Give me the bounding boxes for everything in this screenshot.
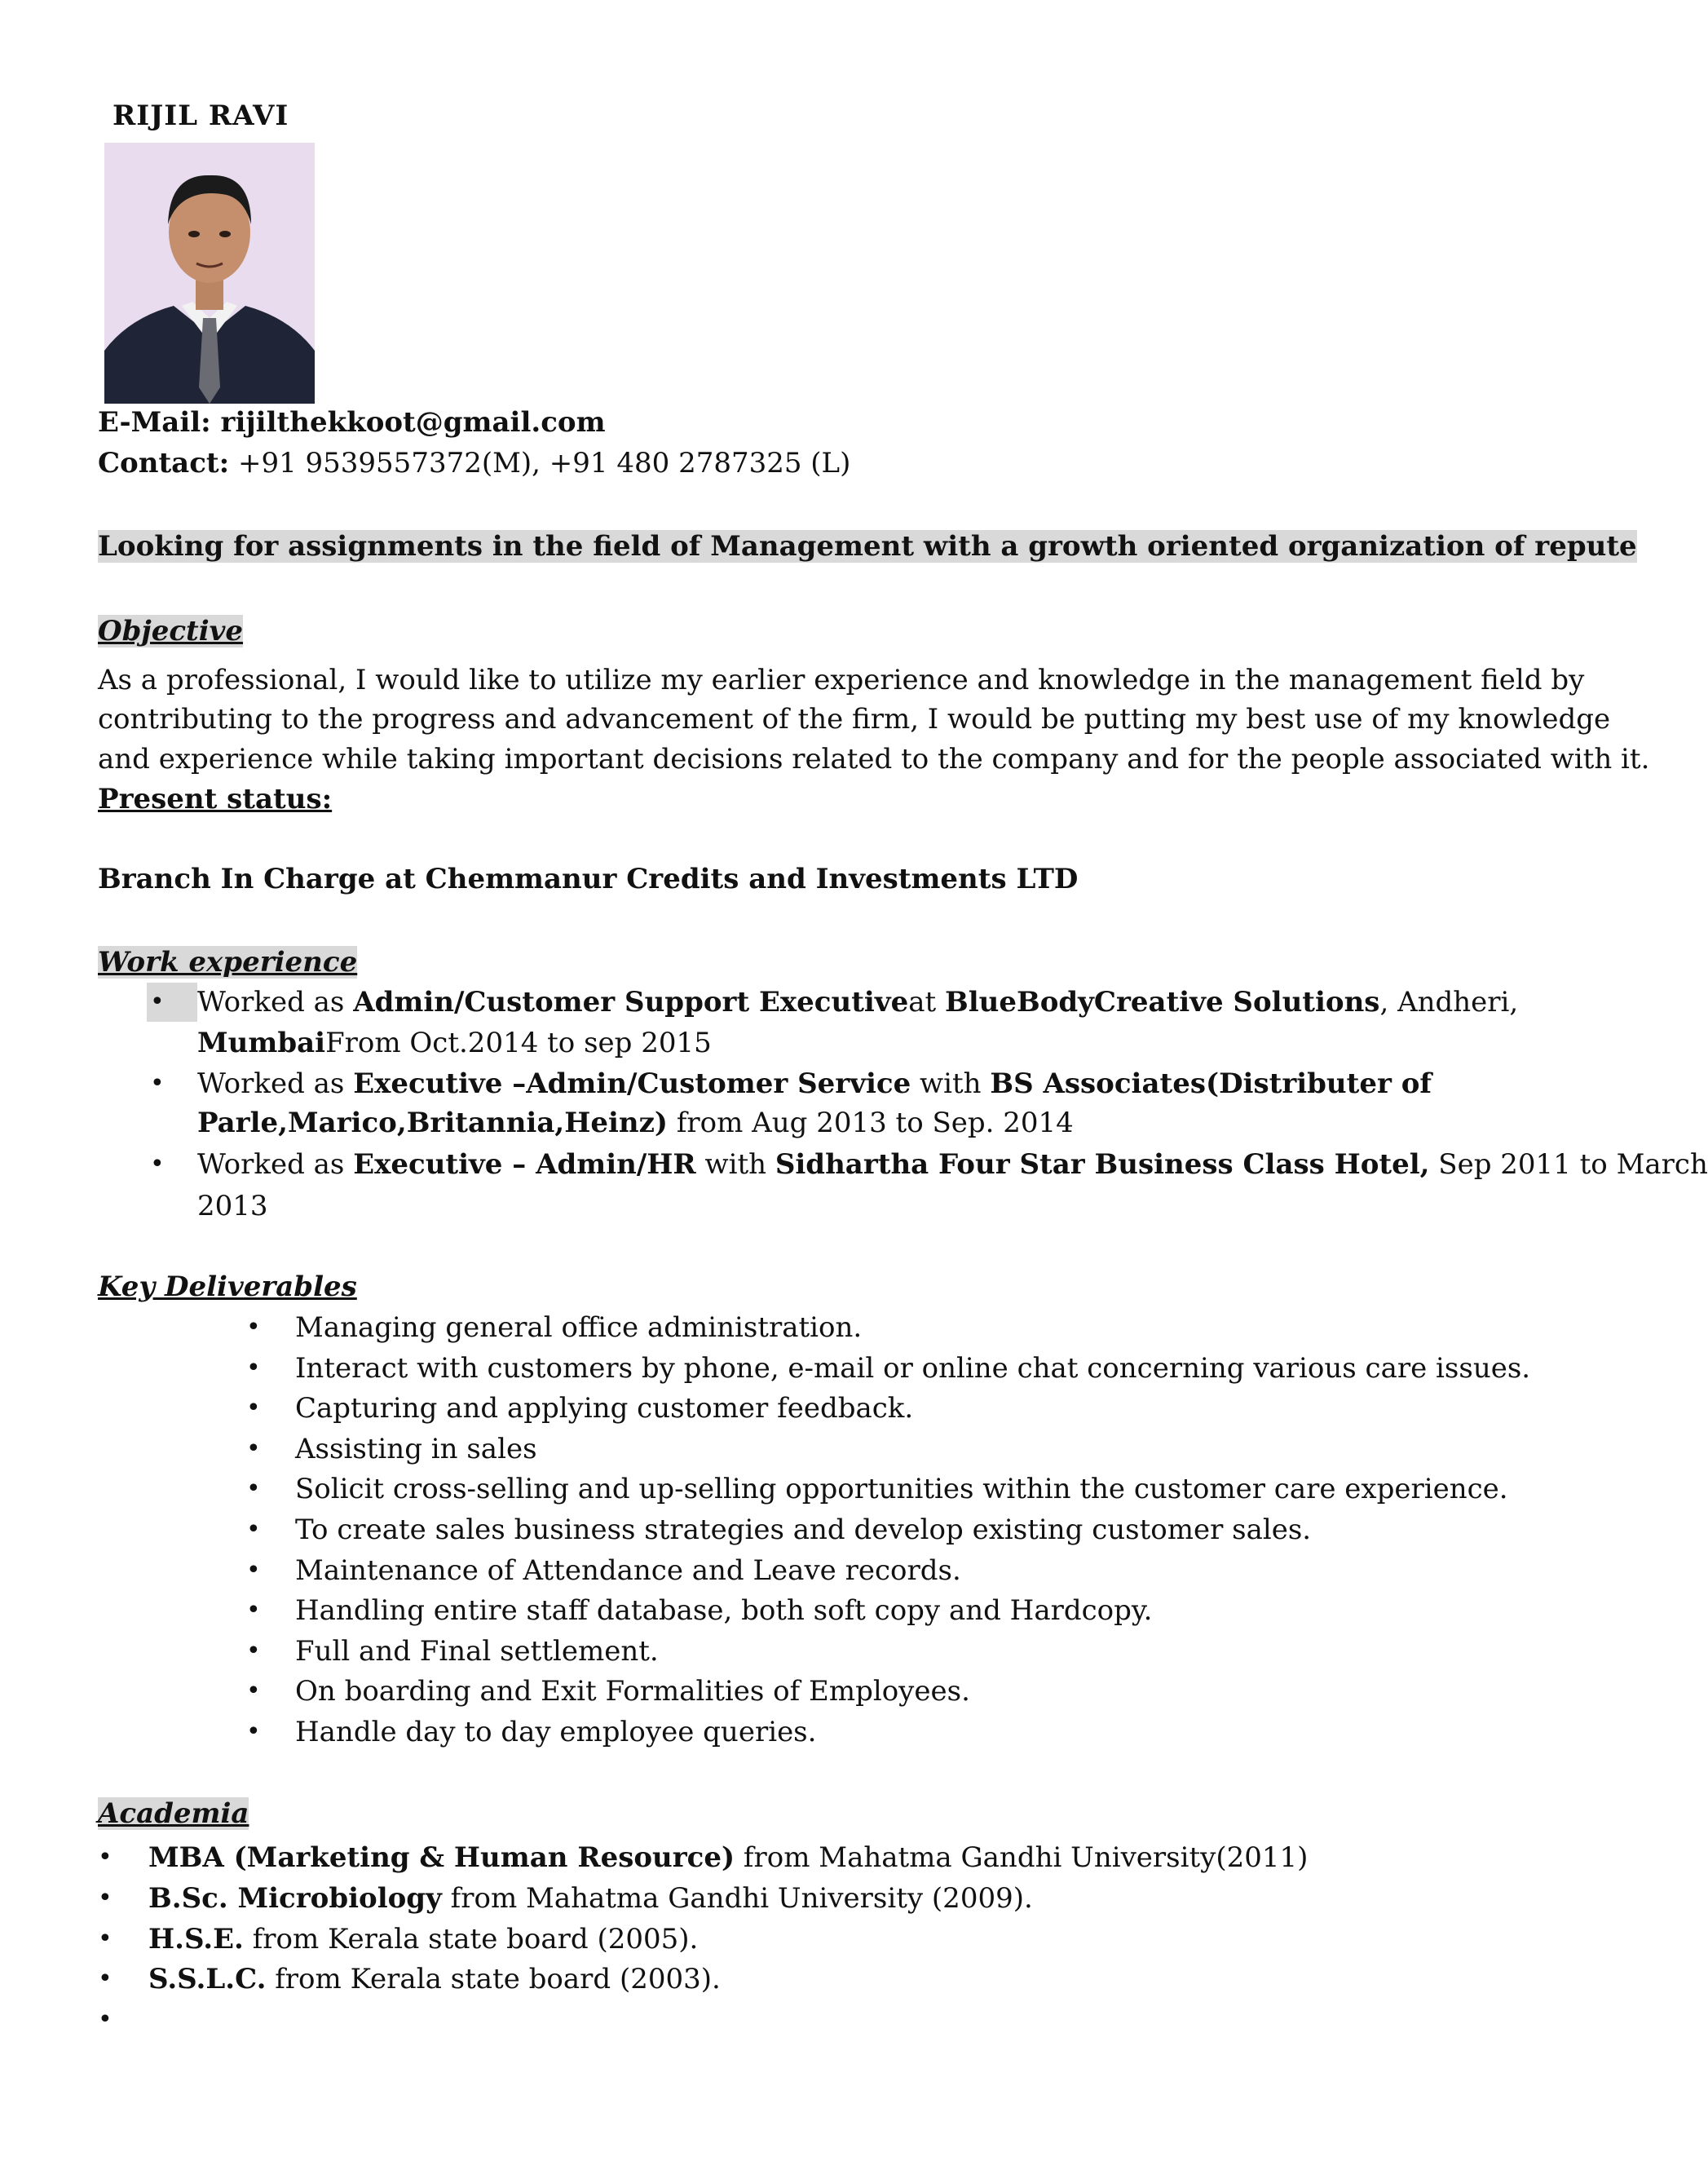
work-company: BlueBodyCreative Solutions [944,986,1380,1019]
work-dates: Sep 2011 to March [1429,1148,1708,1181]
academia-item [148,1960,721,1999]
work-text: Worked as [197,1067,354,1100]
present-status-heading [98,780,332,819]
bullet-icon: • [98,1884,113,1912]
email-label: E-Mail: [98,406,211,439]
degree: H.S.E. [148,1923,244,1956]
deliverable-item: Handling entire staff database, both soft copy and Hardcopy. [295,1594,1153,1627]
work-location: Mumbai [197,1027,326,1059]
work-item-line: 2013 [197,1190,268,1222]
work-item-line [197,1103,1074,1142]
institution: from Kerala state board (2003). [266,1963,721,1995]
academia-heading-text: Academia [98,1797,249,1830]
contact-label: Contact: [98,447,230,479]
deliverable-item: Interact with customers by phone, e-mail or online chat concerning various care issues. [295,1352,1531,1385]
institution: from Kerala state board (2005). [243,1923,699,1956]
institution: from Mahatma Gandhi University (2009). [441,1882,1033,1915]
bullet-icon: • [98,1843,113,1872]
objective-heading-text: Objective [98,615,244,647]
deliverable-item: Full and Final settlement. [295,1635,659,1668]
bullet-icon: • [150,1150,165,1178]
objective-line: and experience while taking important decisions related to the company and for the people associated with it. [98,743,1650,776]
work-role: Executive – Admin/HR [353,1148,696,1181]
bullet-icon: • [246,1474,261,1503]
work-text: Worked as [197,986,354,1019]
academia-item [148,1879,1033,1918]
present-status-value: Branch In Charge at Chemmanur Credits and Investments LTD [98,863,1079,895]
objective-heading [98,612,243,651]
objective-line: As a professional, I would like to utilize my earlier experience and knowledge in the management field by [98,664,1585,696]
academia-item [148,1920,698,1959]
headline-text: Looking for assignments in the field of Management with a growth oriented organization of repute [98,530,1637,563]
work-dates: From Oct.2014 to sep 2015 [325,1027,712,1059]
bullet-icon: • [246,1556,261,1584]
bullet-icon: • [246,1515,261,1544]
work-text: with [695,1148,775,1181]
deliverable-item: Assisting in sales [295,1433,537,1465]
work-role: Executive –Admin/Customer Service [353,1067,911,1100]
work-dates: from Aug 2013 to Sep. 2014 [668,1107,1074,1139]
work-heading-text: Work experience [98,946,358,979]
work-company: Parle,Marico,Britannia,Heinz) [197,1107,669,1139]
deliverables-heading [98,1267,357,1306]
academia-heading [98,1794,249,1833]
profile-photo [104,143,315,404]
institution: from Mahatma Gandhi University(2011) [735,1841,1309,1874]
work-item-line [197,983,1518,1022]
deliverable-item: Maintenance of Attendance and Leave records. [295,1554,961,1587]
contact-line [98,444,850,483]
degree: B.Sc. Microbiology [148,1882,442,1915]
bullet-icon: • [246,1717,261,1746]
bullet-icon: • [246,1394,261,1422]
portrait-illustration [104,143,315,404]
bullet-icon: • [98,1964,113,1993]
present-status-heading-text: Present status: [98,783,333,815]
bullet-icon: • [246,1354,261,1382]
deliverables-heading-text: Key Deliverables [98,1271,357,1303]
work-text: at [908,986,945,1019]
bullet-icon: • [147,983,197,1022]
bullet-icon: • [246,1637,261,1665]
email-value: rijilthekkoot@gmail.com [210,406,606,439]
objective-line: contributing to the progress and advancement of the firm, I would be putting my best use of my knowledge [98,703,1611,736]
deliverable-item: Managing general office administration. [295,1311,863,1344]
degree: MBA (Marketing & Human Resource) [148,1841,735,1874]
candidate-name: RIJIL RAVI [113,99,289,132]
degree: S.S.L.C. [148,1963,267,1995]
work-text: Worked as [197,1148,354,1181]
deliverable-item: Capturing and applying customer feedback. [295,1392,914,1425]
bullet-icon: • [150,1069,165,1098]
deliverable-item: Handle day to day employee queries. [295,1716,817,1748]
bullet-icon: • [246,1677,261,1705]
academia-item [148,1838,1308,1877]
email-line [98,403,606,442]
work-text: with [911,1067,991,1100]
work-company: BS Associates(Distributer of [990,1067,1432,1100]
bullet-icon: • [246,1434,261,1463]
work-company: Sidhartha Four Star Business Class Hotel, [775,1148,1430,1181]
bullet-icon: • [246,1313,261,1341]
work-role: Admin/Customer Support Executive [353,986,909,1019]
bullet-icon: • [98,2005,113,2034]
work-item-line [197,1064,1432,1103]
deliverable-item: Solicit cross-selling and up-selling opportunities within the customer care experience. [295,1473,1508,1505]
bullet-icon: • [98,1925,113,1953]
contact-value: +91 9539557372(M), +91 480 2787325 (L) [229,447,851,479]
deliverable-item: On boarding and Exit Formalities of Employees. [295,1675,970,1708]
headline [98,527,1637,566]
work-item-line [197,1023,712,1063]
work-item-line [197,1145,1708,1184]
work-text: , Andheri, [1379,986,1519,1019]
deliverable-item: To create sales business strategies and develop existing customer sales. [295,1514,1312,1546]
bullet-icon: • [246,1596,261,1624]
work-heading [98,943,357,982]
